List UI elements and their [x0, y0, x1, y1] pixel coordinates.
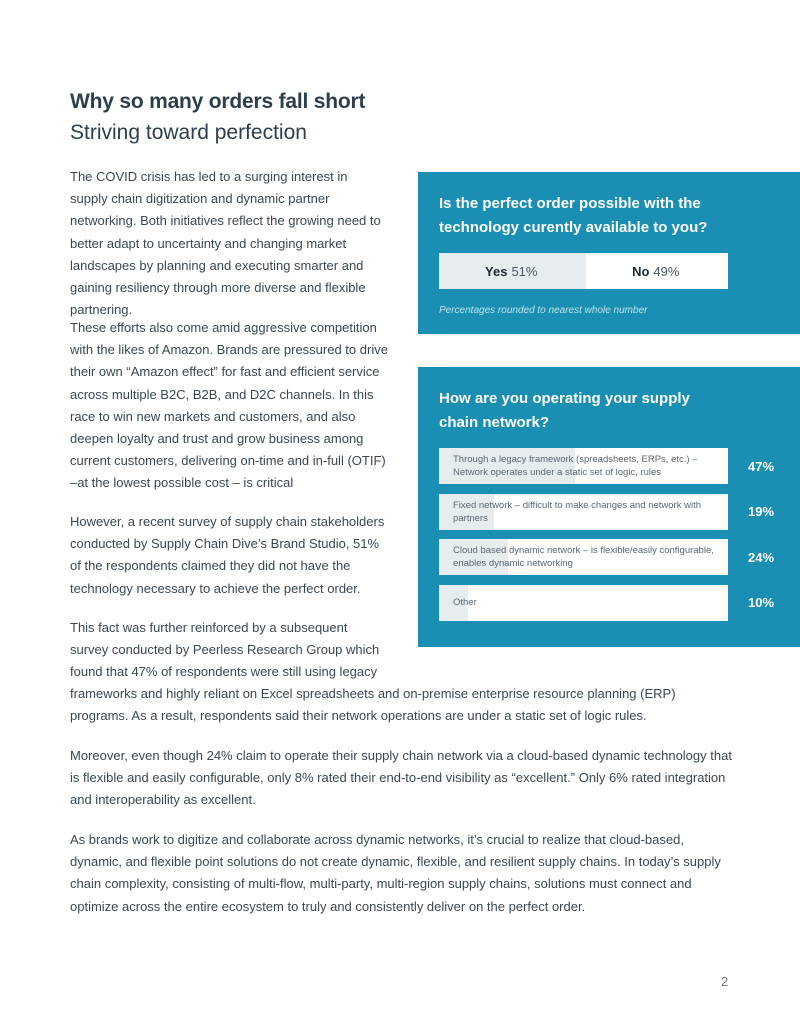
yes-percent: 51%: [511, 263, 538, 279]
network-bar-track: [439, 494, 728, 530]
network-bar-label: Through a legacy framework (spreadsheets, ERPs, etc.) – Network operates under a static set of logic, rules: [453, 454, 698, 478]
paragraph-conclusion: As brands work to digitize and collaborate across dynamic networks, it’s crucial to realize that cloud-based, dynamic, and flexible point solutions do not create dynamic, flexible, and resilient supply chains. In today’s supply chain complexity, consisting of multi-flow, multi-party, multi-region supply chains, solutions must connect and optimize across the entire ecosystem to truly and consistently deliver on the perfect order.: [70, 832, 721, 914]
network-bar-row: [439, 539, 800, 575]
rounding-note: Percentages rounded to nearest whole number: [439, 305, 648, 316]
no-percent: 49%: [653, 263, 680, 279]
network-bar-value: 24%: [747, 549, 775, 565]
network-bar-value: 47%: [747, 458, 775, 474]
paragraph-peerless-narrow: This fact was further reinforced by a subsequent survey conducted by Peerless Research Group which found that 47% of respondents were still using legacy: [70, 620, 380, 680]
network-question: How are you operating your supply chain network?: [439, 390, 690, 431]
page-subtitle: Striving toward perfection: [70, 121, 307, 144]
network-bar-track: [439, 539, 728, 575]
network-bar-track: [439, 585, 728, 621]
paragraph-competition: These efforts also come amid aggressive competition with the likes of Amazon. Brands are pressured to drive their own “Amazon effect” for fast and efficient service across multiple B2C, B2B, and D2C channels. In this race to win new markets and customers, and also deepen loyalty and trust and grow business among current customers, delivering on-time and in-full (OTIF) –at the lowest possible cost – is critical: [70, 320, 388, 491]
paragraph-cloud: Moreover, even though 24% claim to operate their supply chain network via a cloud-based dynamic technology that is flexible and easily configurable, only 8% rated their end-to-end visibility as “excellent.” Only 6% rated integration and interoperability as excellent.: [70, 748, 732, 808]
network-bar-label: Cloud based dynamic network – is flexible/easily configurable, enables dynamic networking: [453, 545, 714, 569]
paragraph-covid: The COVID crisis has led to a surging interest in supply chain digitization and dynamic partner networking. Both initiatives reflect the growing need to better adapt to uncertainty and changing market landscapes by planning and executing smarter and gaining resiliency through more diverse and flexible partnering.: [70, 169, 381, 318]
yes-no-bar: [439, 253, 728, 289]
yes-label: Yes: [485, 263, 508, 279]
paragraph-survey: However, a recent survey of supply chain stakeholders conducted by Supply Chain Dive’s Brand Studio, 51% of the respondents claimed they did not have the technology necessary to achieve the perfect order.: [70, 514, 385, 596]
page-title: Why so many orders fall short: [70, 90, 366, 113]
perfect-order-panel: [418, 172, 800, 334]
paragraph-peerless-wide: frameworks and highly reliant on Excel spreadsheets and on-premise enterprise resource planning (ERP) programs. As a result, respondents said their network operations are under a static set of logic rules.: [70, 686, 676, 724]
network-bar-value: 19%: [747, 504, 775, 519]
network-bar-label: Fixed network – difficult to make changes and network with partners: [453, 499, 702, 524]
page-number: 2: [721, 974, 729, 989]
network-bar-value: 10%: [747, 595, 775, 610]
network-bar-row: [439, 494, 800, 530]
perfect-order-question: Is the perfect order possible with the technology curently available to you?: [439, 195, 708, 236]
network-panel: [418, 367, 800, 647]
network-bar-row: [439, 585, 800, 621]
no-label: No: [632, 263, 650, 279]
network-bar-track: [439, 448, 728, 484]
no-segment: [584, 253, 729, 289]
network-bar-row: [439, 448, 800, 484]
network-bar-label: Other: [453, 597, 477, 608]
